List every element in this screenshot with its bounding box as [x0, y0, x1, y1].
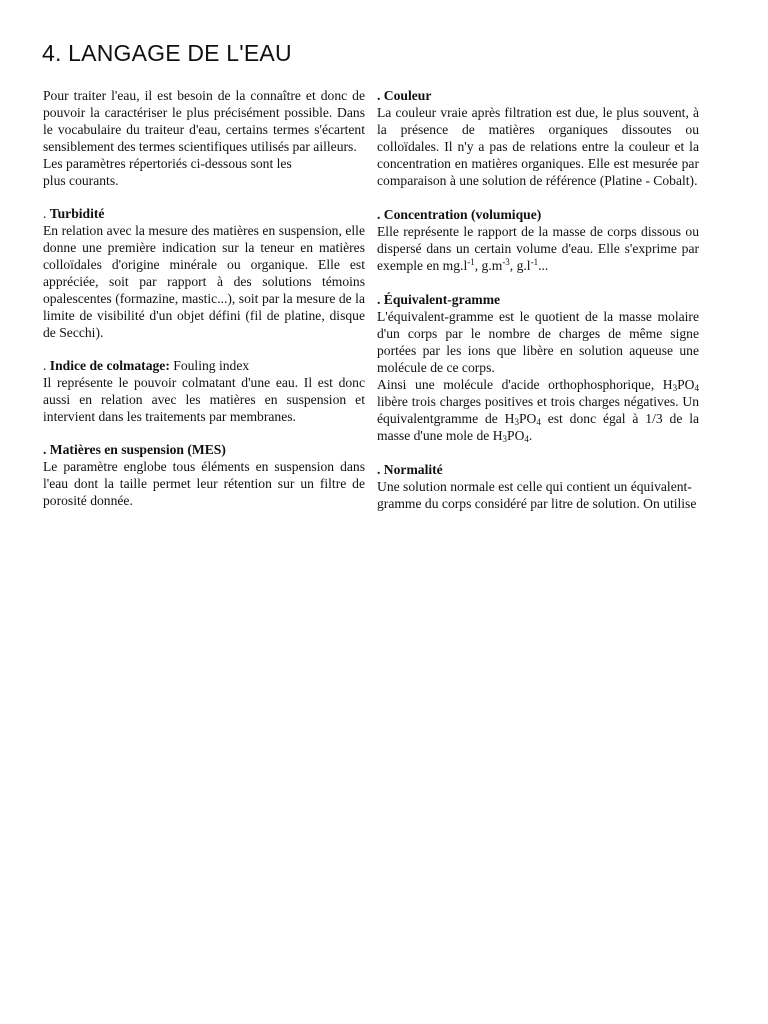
equivalent-definition: L'équivalent-gramme est le quotient de la masse molaire d'un corps par le nombre de charges de même signe portées par les ions que libère en solution aqueuse une molécule de ce corps.: [377, 309, 699, 375]
couleur-text: La couleur vraie après filtration est due, le plus souvent, à la présence de matières organiques dissoutes ou colloïdales. Il n'y a pas de relations entre la couleur et la concentration en matières organiques. Elle est mesurée par comparaison à une solution de référence (Platine - Cobalt).: [377, 105, 699, 188]
intro-note: Les paramètres répertoriés ci-dessous sont les plus courants.: [43, 156, 292, 188]
mes-heading: [43, 441, 365, 458]
intro-paragraph: Pour traiter l'eau, il est besoin de la connaître et donc de pouvoir la caractériser le plus précisément possible. Dans le vocabulaire du traiteur d'eau, certains termes s'écartent sensiblement des termes scientifiques utilisés par ailleurs.: [43, 88, 365, 154]
heading-title: . Normalité: [377, 462, 443, 477]
equivalent-section: [377, 291, 699, 444]
unit-exponent: -3: [502, 257, 510, 267]
unit-ellipsis: ...: [538, 258, 549, 273]
formula-subscript: 4: [524, 434, 529, 444]
formula-text: PO: [519, 411, 537, 426]
turbidite-section: [43, 205, 365, 341]
formula-subscript: 3: [514, 417, 519, 427]
right-column: [377, 87, 699, 512]
turbidite-heading: [43, 205, 365, 222]
heading-title: Turbidité: [49, 206, 105, 221]
page-title: 4. LANGAGE DE L'EAU: [42, 40, 292, 66]
colmatage-heading: [43, 357, 365, 374]
formula-text: PO: [677, 377, 695, 392]
normalite-text: Une solution normale est celle qui contient un équivalent-gramme du corps considéré par litre de solution. On utilise: [377, 479, 697, 511]
heading-title: . Couleur: [377, 88, 432, 103]
concentration-main: Elle représente le rapport de la masse de corps dissous ou dispersé dans un certain volume d'eau. Elle s'exprime par exemple en mg.l: [377, 224, 699, 273]
unit-separator: , g.l: [509, 258, 531, 273]
mes-section: [43, 441, 365, 509]
formula-subscript: 4: [694, 383, 699, 393]
heading-subtitle: Fouling index: [169, 358, 250, 373]
intro-section: [43, 87, 365, 189]
equivalent-heading: [377, 291, 699, 308]
formula-text: PO: [507, 428, 525, 443]
turbidite-text: En relation avec la mesure des matières en suspension, elle donne une première indication sur la teneur en matières colloïdales d'origine minérale ou organique. Elle est appréciée, soit par rapport à des solutions témoins opalescentes (formazine, mastic...), soit par la mesure de la limite de visibilité d'un objet défini (fil de platine, disque de Secchi).: [43, 223, 365, 340]
example-text: est donc égal à 1/3 de la masse d'une mole de H: [377, 411, 700, 443]
equivalent-example: [377, 376, 699, 444]
colmatage-text: Il représente le pouvoir colmatant d'une eau. Il est donc aussi en relation avec les matières en suspension et intervient dans les traitements par membranes.: [43, 375, 365, 424]
example-text: .: [528, 428, 533, 443]
normalite-section: [377, 461, 699, 512]
mes-text: Le paramètre englobe tous éléments en suspension dans l'eau dont la taille permet leur rétention sur un filtre de porosité donnée.: [43, 459, 365, 508]
example-text: Ainsi une molécule d'acide orthophosphorique, H: [377, 377, 673, 392]
normalite-heading: [377, 461, 699, 478]
couleur-heading: [377, 87, 699, 104]
unit-exponent: -1: [530, 257, 539, 267]
formula-subscript: 3: [672, 383, 678, 393]
heading-title: . Équivalent-gramme: [377, 292, 501, 307]
heading-title: Indice de colmatage:: [49, 358, 170, 373]
heading-prefix: .: [43, 358, 50, 373]
concentration-text: [377, 223, 699, 274]
example-text: libère trois charges positives et trois charges négatives. Un équivalentgramme de H: [377, 394, 699, 426]
concentration-heading: [377, 206, 699, 223]
couleur-section: [377, 87, 699, 189]
formula-subscript: 4: [536, 417, 541, 427]
colmatage-section: [43, 357, 365, 425]
heading-prefix: .: [43, 206, 50, 221]
heading-title: . Concentration (volumique): [377, 207, 542, 222]
left-column: [43, 87, 365, 509]
unit-separator: , g.m: [474, 258, 503, 273]
formula-subscript: 3: [502, 434, 508, 444]
unit-exponent: -1: [467, 257, 475, 267]
heading-title: . Matières en suspension (MES): [43, 442, 226, 457]
concentration-section: [377, 206, 699, 274]
